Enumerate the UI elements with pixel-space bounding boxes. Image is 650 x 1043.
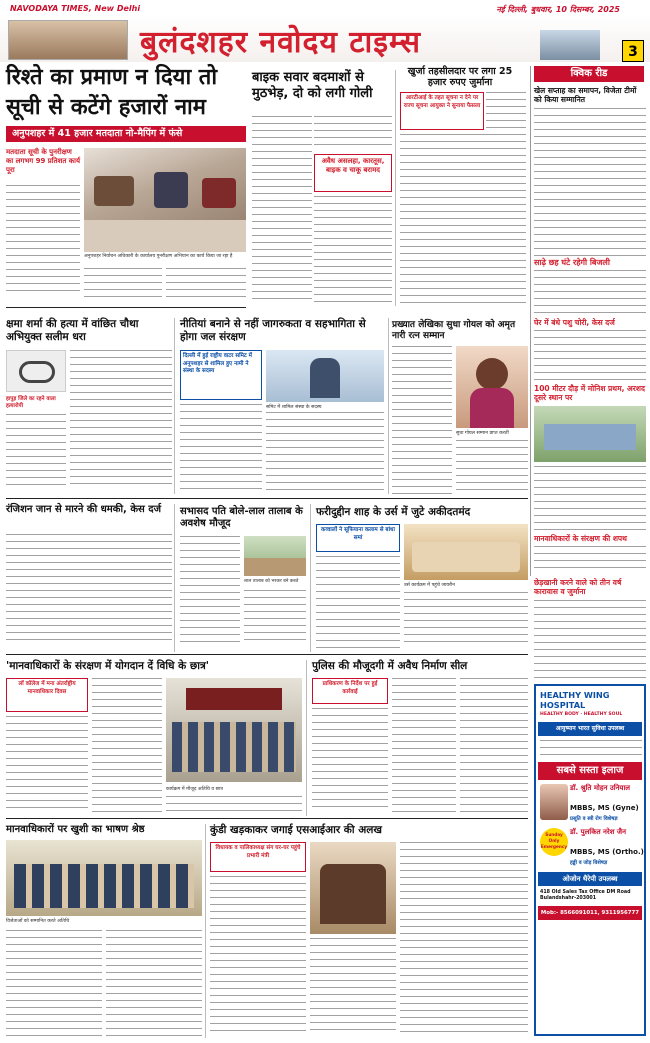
story6-headline: प्रख्यात लेखिका सुधा गोयल को अमृत नारी रत्न सम्मान bbox=[392, 320, 516, 341]
ad-hospital bbox=[534, 684, 646, 1036]
story4-body-col2 bbox=[70, 350, 172, 490]
vrule-1 bbox=[395, 70, 396, 306]
lead-headline-2 bbox=[6, 96, 246, 119]
story11-headline: पुलिस की मौजूदगी में अवैध निर्माण सील bbox=[312, 660, 468, 672]
vrule-3 bbox=[388, 318, 389, 494]
story10-photo bbox=[166, 678, 302, 782]
story13-body-col1 bbox=[210, 876, 306, 1036]
story9-caption: उर्स कार्यक्रम में पहुंचे जायरीन bbox=[404, 583, 455, 588]
story10-body-col3 bbox=[166, 796, 302, 812]
lead-sidehead: मतदाता सूची के पुनरीक्षण का लगभग 99 प्रतिशत कार्य पूरा bbox=[6, 148, 81, 174]
story9-photo bbox=[404, 524, 528, 580]
story10-caption: कार्यक्रम में मौजूद अतिथि व छात्र bbox=[166, 787, 223, 792]
quickread-header bbox=[534, 66, 644, 82]
quickread-body-1 bbox=[534, 108, 646, 256]
masthead bbox=[0, 14, 650, 62]
story3-body-col1 bbox=[486, 92, 526, 132]
ad-doctor2-name: डॉ. पुलकित नरेश जैन bbox=[570, 828, 627, 836]
masthead-photo-right bbox=[540, 30, 600, 60]
lead-headline-1: रिश्ते का प्रमाण न दिया तो bbox=[6, 65, 218, 90]
story5-body-col2 bbox=[266, 412, 384, 490]
story2-body-col2 bbox=[314, 116, 392, 150]
story6-caption: सुधा गोयल सम्मान प्राप्त करतीं bbox=[456, 431, 509, 436]
story8-body-col2 bbox=[244, 590, 306, 644]
page-number: 3 bbox=[622, 40, 644, 62]
quickread-head-3: घेर में बंधे पशु चोरी, केस दर्ज bbox=[534, 318, 615, 327]
story4-tag: हापुड़ जिले का रहने वाला हत्यारोपी bbox=[6, 396, 56, 409]
story13-subhead: विधायक व पालिकाध्यक्ष संग घर-घर पहुंचे प्रभारी मंत्री bbox=[215, 845, 301, 859]
quickread-body-6 bbox=[534, 600, 646, 680]
story11-subhead: प्राधिकरण के निर्देश पर हुई कार्रवाई bbox=[322, 681, 378, 695]
story2-subhead-box bbox=[314, 154, 392, 192]
story10-subhead: लॉ कॉलेज में मना अंतर्राष्ट्रीय मानवाधिकार दिवस bbox=[18, 681, 76, 695]
ad-address: 418 Old Sales Tax Office DM Road Bulandshahr-203001 bbox=[540, 890, 631, 901]
vrule-2 bbox=[174, 318, 175, 494]
quickread-head-2: साढ़े छह घंटे रहेगी बिजली bbox=[534, 258, 610, 267]
story6-photo bbox=[456, 346, 528, 428]
story3-body-col2 bbox=[400, 134, 526, 304]
lead-body-col1 bbox=[6, 185, 80, 293]
lead-body-col3 bbox=[166, 268, 246, 302]
story13-body-col2 bbox=[310, 938, 396, 1036]
story5-subhead-box bbox=[180, 350, 262, 400]
lead-photo bbox=[84, 148, 246, 252]
ad-fineprint bbox=[540, 740, 642, 758]
story12-caption: विजेताओं को सम्मानित करते अतिथि bbox=[6, 919, 70, 924]
story5-photo bbox=[266, 350, 384, 402]
quickread-head-5: मानवाधिकारों के संरक्षण की शपथ bbox=[534, 534, 627, 543]
story11-body-col2 bbox=[392, 678, 456, 812]
quickread-head-4: 100 मीटर दौड़ में मोनिश प्रथम, अरशद दूसरे स्थान पर bbox=[534, 384, 645, 402]
story13-headline: कुंडी खड़काकर जगाई एसआईआर की अलख bbox=[210, 824, 382, 836]
ad-tagline: HEALTHY BODY · HEALTHY SOUL bbox=[540, 712, 623, 717]
story13-subhead-box bbox=[210, 842, 306, 872]
story7-body-col1 bbox=[6, 534, 172, 644]
story12-body-col2 bbox=[106, 930, 202, 1036]
ad-badge: Sunday Only Emergency bbox=[540, 828, 568, 856]
story3-subhead-box bbox=[400, 92, 484, 130]
quickread-body-2 bbox=[534, 270, 646, 314]
vrule-5 bbox=[310, 504, 311, 652]
story4-headline: क्षमा शर्मा की हत्या में वांछित चौथा अभियुक्त सलीम धरा bbox=[6, 318, 139, 343]
edition-label: NAVODAYA TIMES, New Delhi bbox=[10, 4, 141, 13]
ad-doctor1-photo bbox=[540, 784, 568, 820]
story8-body-col1 bbox=[180, 536, 240, 644]
story8-photo bbox=[244, 536, 306, 576]
ad-extra: ओजोन थैरेपी उपलब्ध bbox=[538, 872, 642, 886]
story5-body-col1 bbox=[180, 404, 262, 490]
masthead-title: बुलंदशहर नवोदय टाइम्स bbox=[140, 25, 421, 60]
lead-photo-caption: अनुपशहर निर्वाचन अधिकारी के कार्यालय पुनरीक्षण अभियान का कार्य किया जा रहा है bbox=[84, 254, 233, 259]
story8-caption: लाल तालाब को भरकर बने कब्जे bbox=[244, 579, 299, 584]
story13-body-col3 bbox=[400, 842, 528, 1036]
story12-body-col1 bbox=[6, 930, 102, 1036]
vrule-quickread bbox=[530, 66, 531, 576]
ad-doctor2-spec: हड्डी व जोड़ विशेषज्ञ bbox=[570, 860, 608, 866]
story13-photo bbox=[310, 842, 396, 934]
story5-caption: समिट में शामिल संस्था के सदस्य bbox=[266, 405, 322, 410]
story2-body-col1 bbox=[252, 116, 312, 302]
divider-4 bbox=[6, 818, 528, 819]
story11-body-col3 bbox=[460, 678, 528, 812]
ad-offer: सबसे सस्ता इलाज bbox=[538, 762, 642, 780]
story9-subhead: कव्वालों ने सूफियाना कलाम से बांधा समां bbox=[321, 527, 395, 541]
ad-doctor1-degree: MBBS, MS (Gyne) bbox=[570, 804, 639, 812]
ad-scheme: आयुष्मान भारत सुविधा उपलब्ध bbox=[538, 722, 642, 736]
story2-subhead: अवैध असलहा, कारतूस, बाइक व चाकू बरामद bbox=[321, 157, 385, 174]
story6-body-col2 bbox=[456, 440, 528, 494]
story3-subhead: आरटीआई के तहत सूचना न देने पर राज्य सूचना आयुक्त ने सुनाया फैसला bbox=[403, 95, 481, 109]
vrule-6 bbox=[306, 660, 307, 816]
ad-doctor1-name: डॉ. श्रुति मोहन उनियाल bbox=[570, 784, 631, 792]
quickread-body-3 bbox=[534, 330, 646, 380]
story12-photo bbox=[6, 840, 202, 916]
story12-headline: मानवाधिकारों पर खुशी का भाषण श्रेष्ठ bbox=[6, 824, 145, 835]
story5-headline bbox=[180, 318, 384, 344]
story4-photo bbox=[6, 350, 66, 392]
lead-strap: अनुपशहर में 41 हजार मतदाता नो-मैपिंग में फंसे bbox=[6, 126, 246, 142]
quickread-photo bbox=[534, 406, 646, 462]
story2-headline: बाइक सवार बदमाशों से मुठभेड़, दो को लगी गोली bbox=[252, 70, 373, 101]
quickread-body-5 bbox=[534, 546, 646, 574]
story5-headline-text: नीतियां बनाने से नहीं जागरुकता व सहभागिता से होगा जल संरक्षण bbox=[180, 318, 366, 343]
story11-subhead-box bbox=[312, 678, 388, 704]
quickread-head-6: छेड़खानी करने वाले को तीन वर्ष कारावास व जुर्माना bbox=[534, 578, 622, 596]
ad-mobile: Mob:- 8566091011, 9311956777 bbox=[538, 906, 642, 920]
ad-doctor2-degree: MBBS, MS (Ortho.) bbox=[570, 848, 644, 856]
masthead-photo bbox=[8, 20, 128, 60]
story8-headline: सभासद पति बोले-लाल तालाब के अवशेष मौजूद bbox=[180, 506, 303, 529]
story3-headline: खुर्जा तहसीलदार पर लगा 25 हजार रुपए जुर्माना bbox=[407, 66, 513, 88]
story9-body-col2 bbox=[404, 592, 528, 648]
story2-body-col3 bbox=[314, 196, 392, 302]
story10-headline: 'मानवाधिकारों के संरक्षण में योगदान दें विधि के छात्र' bbox=[6, 660, 209, 672]
lead-headline-2-text: सूची से कटेंगे हजारों नाम bbox=[6, 95, 206, 120]
vrule-7 bbox=[205, 824, 206, 1038]
divider-3 bbox=[6, 654, 528, 655]
vrule-4 bbox=[174, 504, 175, 652]
quickread-body-4 bbox=[534, 466, 646, 530]
story11-body-col1 bbox=[312, 708, 388, 812]
ad-hospital-name: HEALTHY WING HOSPITAL bbox=[540, 690, 610, 710]
story6-body-col1 bbox=[392, 346, 452, 494]
story7-headline: रंजिशन जान से मारने की धमकी, केस दर्ज bbox=[6, 504, 161, 515]
date-line: नई दिल्ली, बुधवार, 10 दिसम्बर, 2025 bbox=[496, 5, 620, 14]
story9-subhead-box bbox=[316, 524, 400, 552]
quickread-head-1: खेल सप्ताह का समापन, विजेता टीमों को किया सम्मानित bbox=[534, 86, 637, 104]
story4-body-col1 bbox=[6, 414, 66, 490]
story10-subhead-box bbox=[6, 678, 88, 712]
ad-doctor1-spec: प्रसूति व स्त्री रोग विशेषज्ञ bbox=[570, 816, 618, 822]
divider-2 bbox=[6, 498, 528, 499]
story10-body-col2 bbox=[92, 678, 162, 812]
lead-body-col2 bbox=[84, 268, 162, 302]
divider-lead bbox=[6, 307, 246, 308]
story10-body-col1 bbox=[6, 716, 88, 812]
quickread-title: क्विक रीड bbox=[570, 68, 608, 79]
story5-subhead: दिल्ली में हुई राष्ट्रीय वाटर समिट में अनूपशहर से शामिल हुए नामी ने संस्था के सदस्य bbox=[183, 353, 253, 375]
story9-body-col1 bbox=[316, 556, 400, 648]
story9-headline: फरीदुद्दीन शाह के उर्स में जुटे अकीदतमंद bbox=[316, 506, 471, 518]
